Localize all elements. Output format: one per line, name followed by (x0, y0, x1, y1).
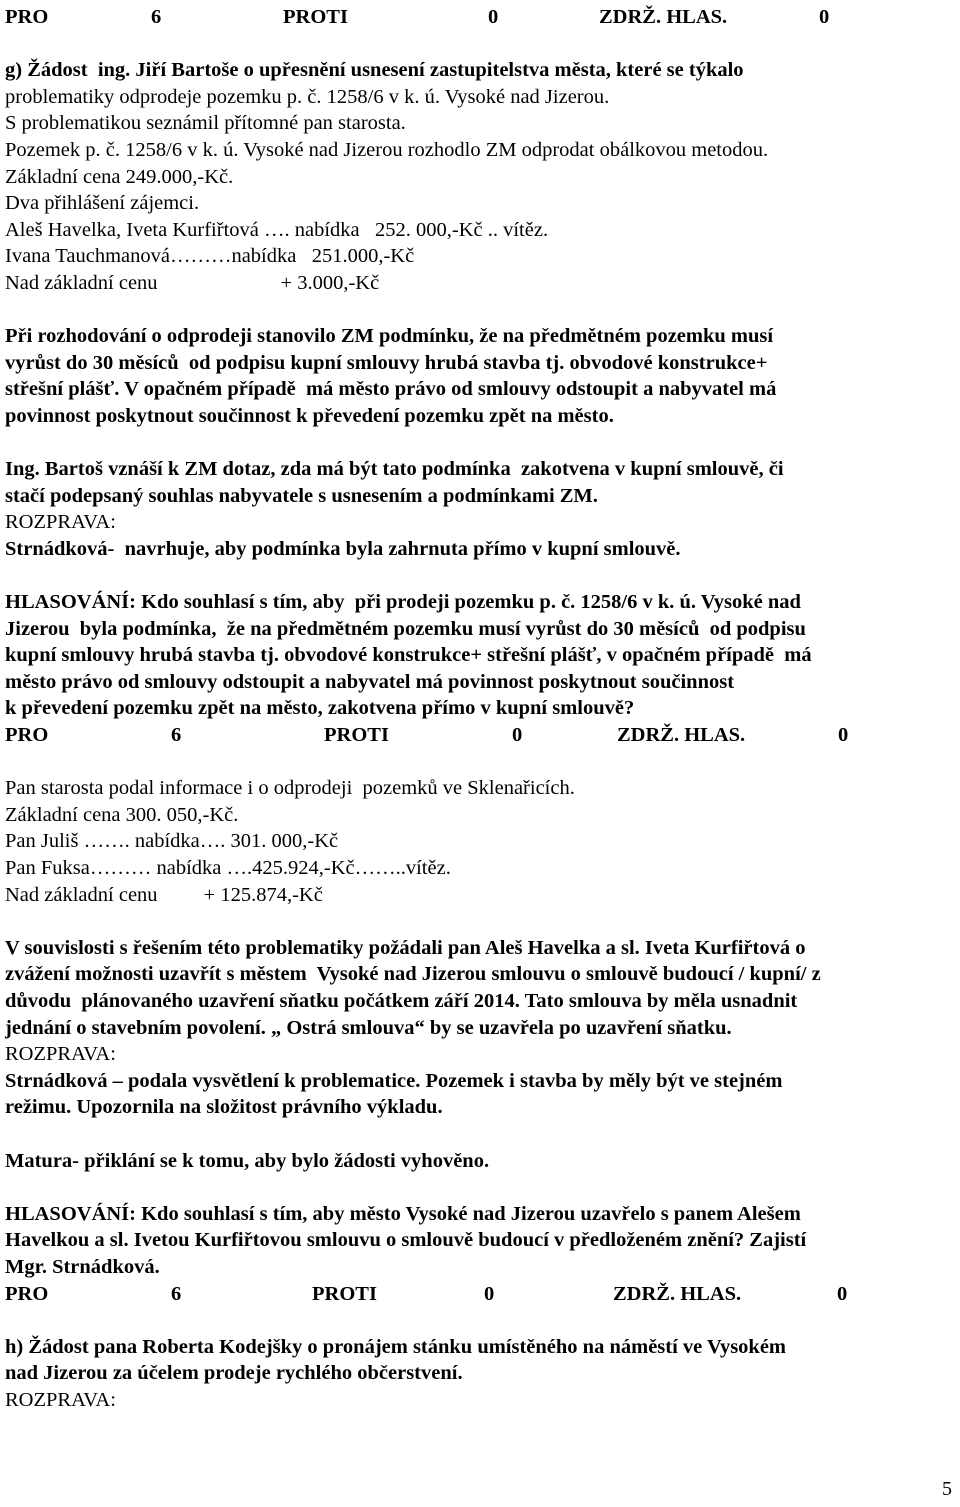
proti-count: 0 (488, 6, 499, 28)
voting-line: kupní smlouvy hrubá stavba tj. obvodové konstrukce+ střešní plášť, v opačném případě má (5, 644, 812, 667)
text-line: Nad základní cenu + 3.000,-Kč (5, 271, 380, 294)
vote-result (5, 1281, 955, 1308)
text-line: Základní cena 249.000,-Kč. (5, 165, 234, 188)
section-g-heading: g) Žádost ing. Jiří Bartoše o upřesnění usnesení zastupitelstva města, které se týkalo (5, 59, 744, 82)
text-line: Základní cena 300. 050,-Kč. (5, 803, 239, 826)
question-line: stačí podepsaný souhlas nabyvatele s usnesením a podmínkami ZM. (5, 484, 598, 507)
text-line: Aleš Havelka, Iveta Kurfiřtová …. nabídka 252. 000,-Kč .. vítěz. (5, 218, 549, 241)
proti-label: PROTI (283, 6, 348, 28)
zdrz-count: 0 (838, 724, 849, 747)
zdrz-label: ZDRŽ. HLAS. (617, 724, 746, 747)
proti-count: 0 (484, 1282, 495, 1305)
pro-label: PRO (5, 1282, 49, 1305)
rozprava-label: ROZPRAVA: (5, 511, 116, 534)
proti-label: PROTI (312, 1282, 377, 1305)
vote-result (5, 722, 955, 749)
voting-line: k převedení pozemku zpět na město, zakotvena přímo v kupní smlouvě? (5, 697, 635, 720)
rozprava-label: ROZPRAVA: (5, 1043, 116, 1066)
text-line: Matura- přiklání se k tomu, aby bylo žádosti vyhověno. (5, 1149, 490, 1172)
text-line: Pan starosta podal informace i o odprodeji pozemků ve Sklenařicích. (5, 777, 575, 800)
spacer (5, 1307, 955, 1334)
spacer (5, 1174, 955, 1201)
pro-label: PRO (5, 724, 49, 747)
proti-label: PROTI (324, 724, 389, 747)
spacer (5, 562, 955, 589)
text-line: S problematikou seznámil přítomné pan starosta. (5, 112, 406, 135)
spacer (5, 31, 955, 58)
spacer (5, 297, 955, 324)
document-page (5, 4, 955, 1413)
text-line: Dva přihlášení zájemci. (5, 192, 200, 215)
question-line: Ing. Bartoš vznáší k ZM dotaz, zda má být tato podmínka zakotvena v kupní smlouvě, či (5, 458, 784, 481)
condition-line: povinnost poskytnout součinnost k převedení pozemku zpět na město. (5, 404, 614, 427)
spacer (5, 1121, 955, 1148)
zdrz-count: 0 (819, 6, 830, 28)
pro-label: PRO (5, 6, 49, 28)
text-line: zvážení možnosti uzavřít s městem Vysoké nad Jizerou smlouvu o smlouvě budoucí / kupní/ z (5, 963, 821, 986)
text-line: Nad základní cenu + 125.874,-Kč (5, 883, 323, 906)
zdrz-count: 0 (837, 1282, 848, 1305)
text-line: Pan Fuksa……… nabídka ….425.924,-Kč……..vítěz. (5, 857, 451, 879)
spacer (5, 430, 955, 457)
section-h-heading: h) Žádost pana Roberta Kodejšky o pronájem stánku umístěného na náměstí ve Vysokém (5, 1335, 786, 1358)
text-line: důvodu plánovaného uzavření sňatku počátkem září 2014. Tato smlouva by měla usnadnit (5, 989, 798, 1012)
voting-line: Havelkou a sl. Ivetou Kurfiřtovou smlouvu o smlouvě budoucí v předloženém znění? Zajistí (5, 1229, 807, 1252)
condition-line: Při rozhodování o odprodeji stanovilo ZM podmínku, že na předmětném pozemku musí (5, 325, 774, 348)
zdrz-label: ZDRŽ. HLAS. (613, 1282, 742, 1305)
voting-line: HLASOVÁNÍ: Kdo souhlasí s tím, aby město Vysoké nad Jizerou uzavřelo s panem Alešem (5, 1202, 801, 1225)
text-line: problematiky odprodeje pozemku p. č. 1258/6 v k. ú. Vysoké nad Jizerou. (5, 85, 610, 108)
text-line: režimu. Upozornila na složitost právního výkladu. (5, 1096, 443, 1119)
page-number: 5 (942, 1478, 952, 1500)
pro-count: 6 (171, 1282, 182, 1305)
rozprava-label: ROZPRAVA: (5, 1388, 116, 1411)
pro-count: 6 (151, 6, 162, 28)
voting-line: HLASOVÁNÍ: Kdo souhlasí s tím, aby při prodeji pozemku p. č. 1258/6 v k. ú. Vysoké nad (5, 591, 801, 614)
vote-result (5, 4, 955, 31)
text-line: Pan Juliš ……. nabídka…. 301. 000,-Kč (5, 830, 339, 853)
condition-line: střešní plášť. V opačném případě má město právo od smlouvy odstoupit a nabyvatel má (5, 378, 777, 401)
proti-count: 0 (512, 724, 523, 747)
zdrz-label: ZDRŽ. HLAS. (599, 6, 728, 28)
pro-count: 6 (171, 724, 182, 747)
text-line: Ivana Tauchmanová………nabídka 251.000,-Kč (5, 245, 415, 268)
text-line: jednání o stavebním povolení. „ Ostrá smlouva“ by se uzavřela po uzavření sňatku. (5, 1016, 732, 1039)
question-line: Strnádková- navrhuje, aby podmínka byla zahrnuta přímo v kupní smlouvě. (5, 537, 681, 560)
spacer (5, 749, 955, 776)
condition-line: vyrůst do 30 měsíců od podpisu kupní smlouvy hrubá stavba tj. obvodové konstrukce+ (5, 351, 768, 374)
text-line: V souvislosti s řešením této problematiky požádali pan Aleš Havelka a sl. Iveta Kurfiřtová o (5, 936, 806, 959)
voting-line: Jizerou byla podmínka, že na předmětném pozemku musí vyrůst do 30 měsíců od podpisu (5, 617, 806, 640)
text-line: Strnádková – podala vysvětlení k problematice. Pozemek i stavba by měly být ve stejném (5, 1069, 783, 1092)
text-line: Pozemek p. č. 1258/6 v k. ú. Vysoké nad Jizerou rozhodlo ZM odprodat obálkovou metodou. (5, 138, 769, 161)
voting-line: Mgr. Strnádková. (5, 1255, 160, 1278)
voting-line: město právo od smlouvy odstoupit a nabyvatel má povinnost poskytnout součinnost (5, 670, 735, 693)
text-line: nad Jizerou za účelem prodeje rychlého občerstvení. (5, 1362, 463, 1385)
spacer (5, 908, 955, 935)
